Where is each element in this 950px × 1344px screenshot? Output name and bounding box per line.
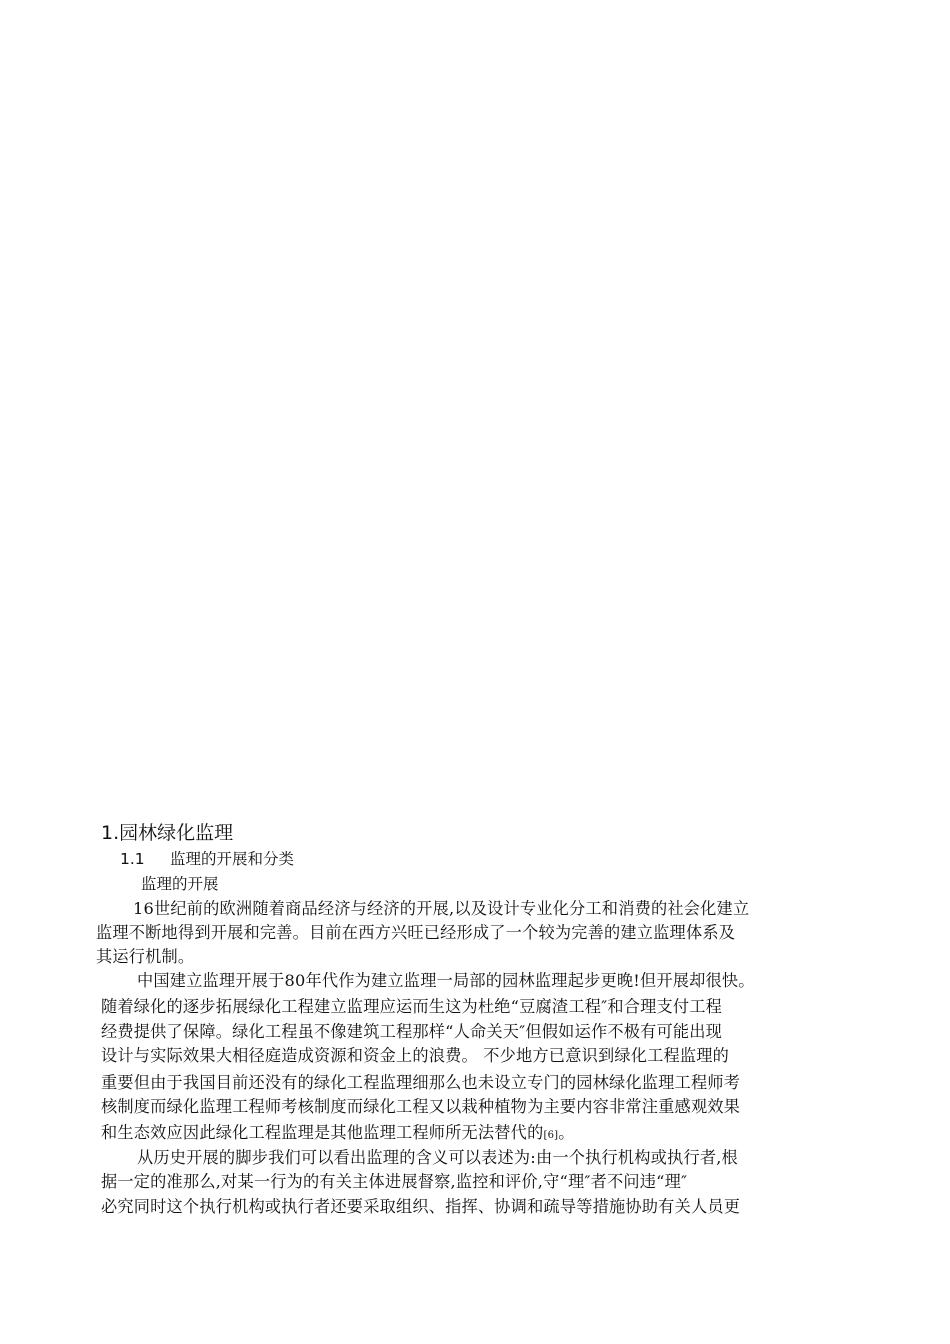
paragraph-3-line-2: 据一定的准那么,对某一行为的有关主体进展督察,监控和评价,守“理″者不问违“理″ xyxy=(101,1172,688,1191)
paragraph-2-line-1: 中国建立监理开展于80年代作为建立监理一局部的园林监理起步更晚!但开展却很快。 xyxy=(137,971,755,990)
paragraph-2-line-7-text: 和生态效应因此绿化工程监理是其他监理工程师所无法替代的 xyxy=(101,1123,544,1142)
paragraph-1-line-1: 16世纪前的欧洲随着商品经济与经济的开展,以及设计专业化分工和消费的社会化建立 xyxy=(133,899,750,918)
paragraph-2-end-mark: 。 xyxy=(558,1123,575,1142)
paragraph-2-line-5: 重要但由于我国目前还没有的绿化工程监理细那么也未设立专门的园林绿化监理工程师考 xyxy=(101,1073,741,1092)
paragraph-1-line-3: 其运行机制。 xyxy=(96,947,195,966)
citation-marker: [6] xyxy=(543,1130,559,1141)
paragraph-2-line-2: 随着绿化的逐步拓展绿化工程建立监理应运而生这为杜绝“豆腐渣工程″和合理支付工程 xyxy=(101,997,723,1016)
heading-1: 1.园林绿化监理 xyxy=(101,822,234,844)
paragraph-3-line-3: 必究同时这个执行机构或执行者还要采取组织、指挥、协调和疏导等措施协助有关人员更 xyxy=(101,1197,741,1216)
paragraph-3-line-1: 从历史开展的脚步我们可以看出监理的含义可以表述为:由一个执行机构或执行者,根 xyxy=(137,1148,738,1167)
paragraph-2-line-7 xyxy=(101,1121,575,1148)
paragraph-2-line-3: 经费提供了保障。绿化工程虽不像建筑工程那样“人命关天″但假如运作不极有可能出现 xyxy=(101,1022,723,1041)
heading-2 xyxy=(120,848,294,870)
heading-2-title: 监理的开展和分类 xyxy=(170,850,295,868)
paragraph-2-line-4: 设计与实际效果大相径庭造成资源和资金上的浪费。 不少地方已意识到绿化工程监理的 xyxy=(101,1046,730,1065)
heading-2-number: 1.1 xyxy=(120,850,145,868)
heading-3: 监理的开展 xyxy=(141,875,219,893)
paragraph-1-line-2: 监理不断地得到开展和完善。目前在西方兴旺已经形成了一个较为完善的建立监理体系及 xyxy=(96,923,736,942)
paragraph-2-line-6: 核制度而绿化监理工程师考核制度而绿化工程又以栽种植物为主要内容非常注重感观效果 xyxy=(101,1097,741,1116)
